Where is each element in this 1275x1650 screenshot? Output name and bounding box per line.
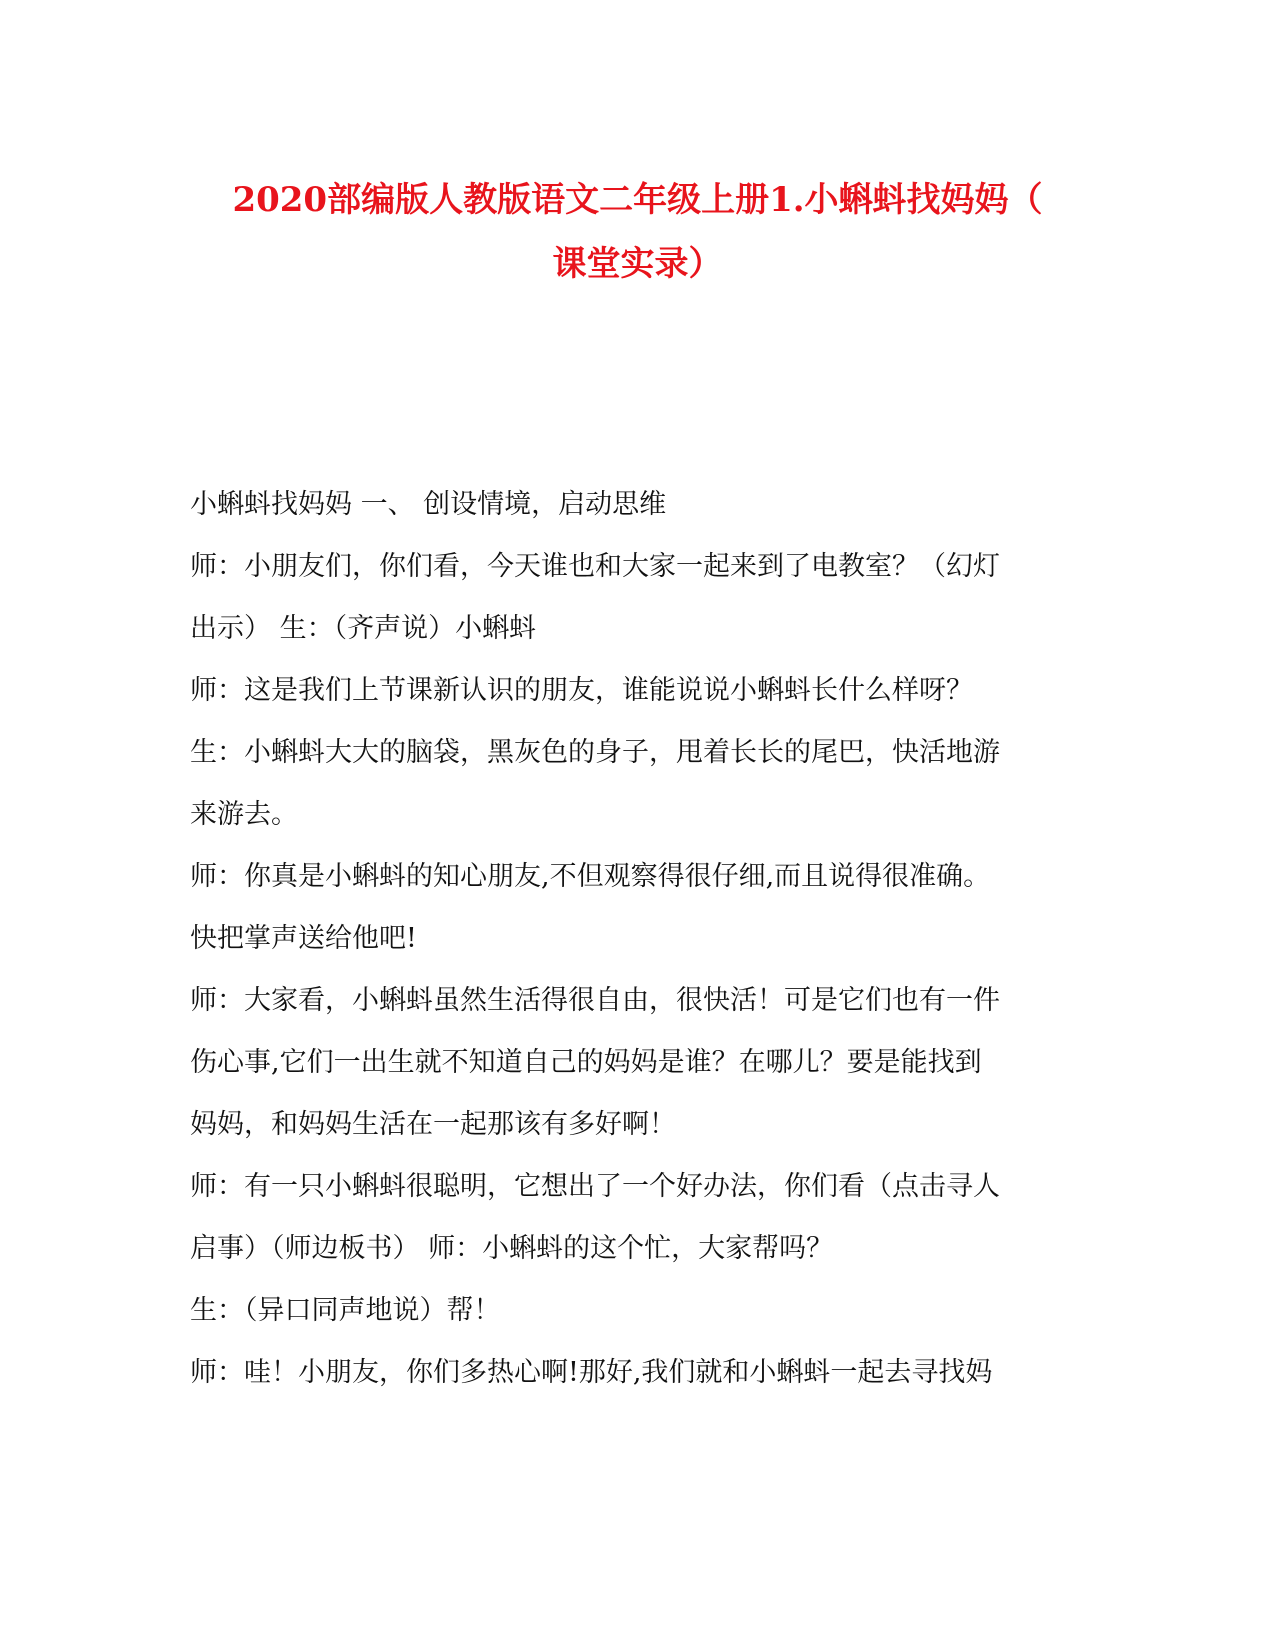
body-line: 妈妈，和妈妈生活在一起那该有多好啊！ (190, 1109, 676, 1140)
body-line: 师：有一只小蝌蚪很聪明，它想出了一个好办法，你们看（点击寻人 (190, 1171, 1000, 1202)
document-body (190, 474, 1070, 1404)
title-line-2: 课堂实录） (552, 244, 723, 284)
body-line: 伤心事,它们一出生就不知道自己的妈妈是谁？在哪儿？要是能找到 (190, 1047, 982, 1078)
body-line: 启事）（师边板书） 师：小蝌蚪的这个忙，大家帮吗？ (190, 1233, 834, 1264)
title-line-1: 2020部编版人教版语文二年级上册1.小蝌蚪找妈妈（ (232, 180, 1043, 220)
body-line: 师：你真是小蝌蚪的知心朋友,不但观察得很仔细,而且说得很准确。 (190, 861, 991, 892)
body-line: 生：（异口同声地说）帮！ (190, 1295, 501, 1326)
body-line: 生：小蝌蚪大大的脑袋，黑灰色的身子，甩着长长的尾巴，快活地游 (190, 737, 1000, 768)
body-line: 师：大家看，小蝌蚪虽然生活得很自由，很快活！可是它们也有一件 (190, 985, 1000, 1016)
body-line: 来游去。 (190, 799, 298, 830)
body-line: 小蝌蚪找妈妈 一、 创设情境，启动思维 (190, 489, 667, 520)
body-line: 师：这是我们上节课新认识的朋友，谁能说说小蝌蚪长什么样呀？ (190, 675, 973, 706)
body-line: 师：哇！小朋友，你们多热心啊!那好,我们就和小蝌蚪一起去寻找妈 (190, 1357, 993, 1388)
body-line: 快把掌声送给他吧! (190, 923, 417, 954)
body-line: 出示） 生：（齐声说）小蝌蚪 (190, 613, 537, 644)
document-title (160, 168, 1115, 296)
body-line: 师：小朋友们，你们看，今天谁也和大家一起来到了电教室？（幻灯 (190, 551, 1000, 582)
